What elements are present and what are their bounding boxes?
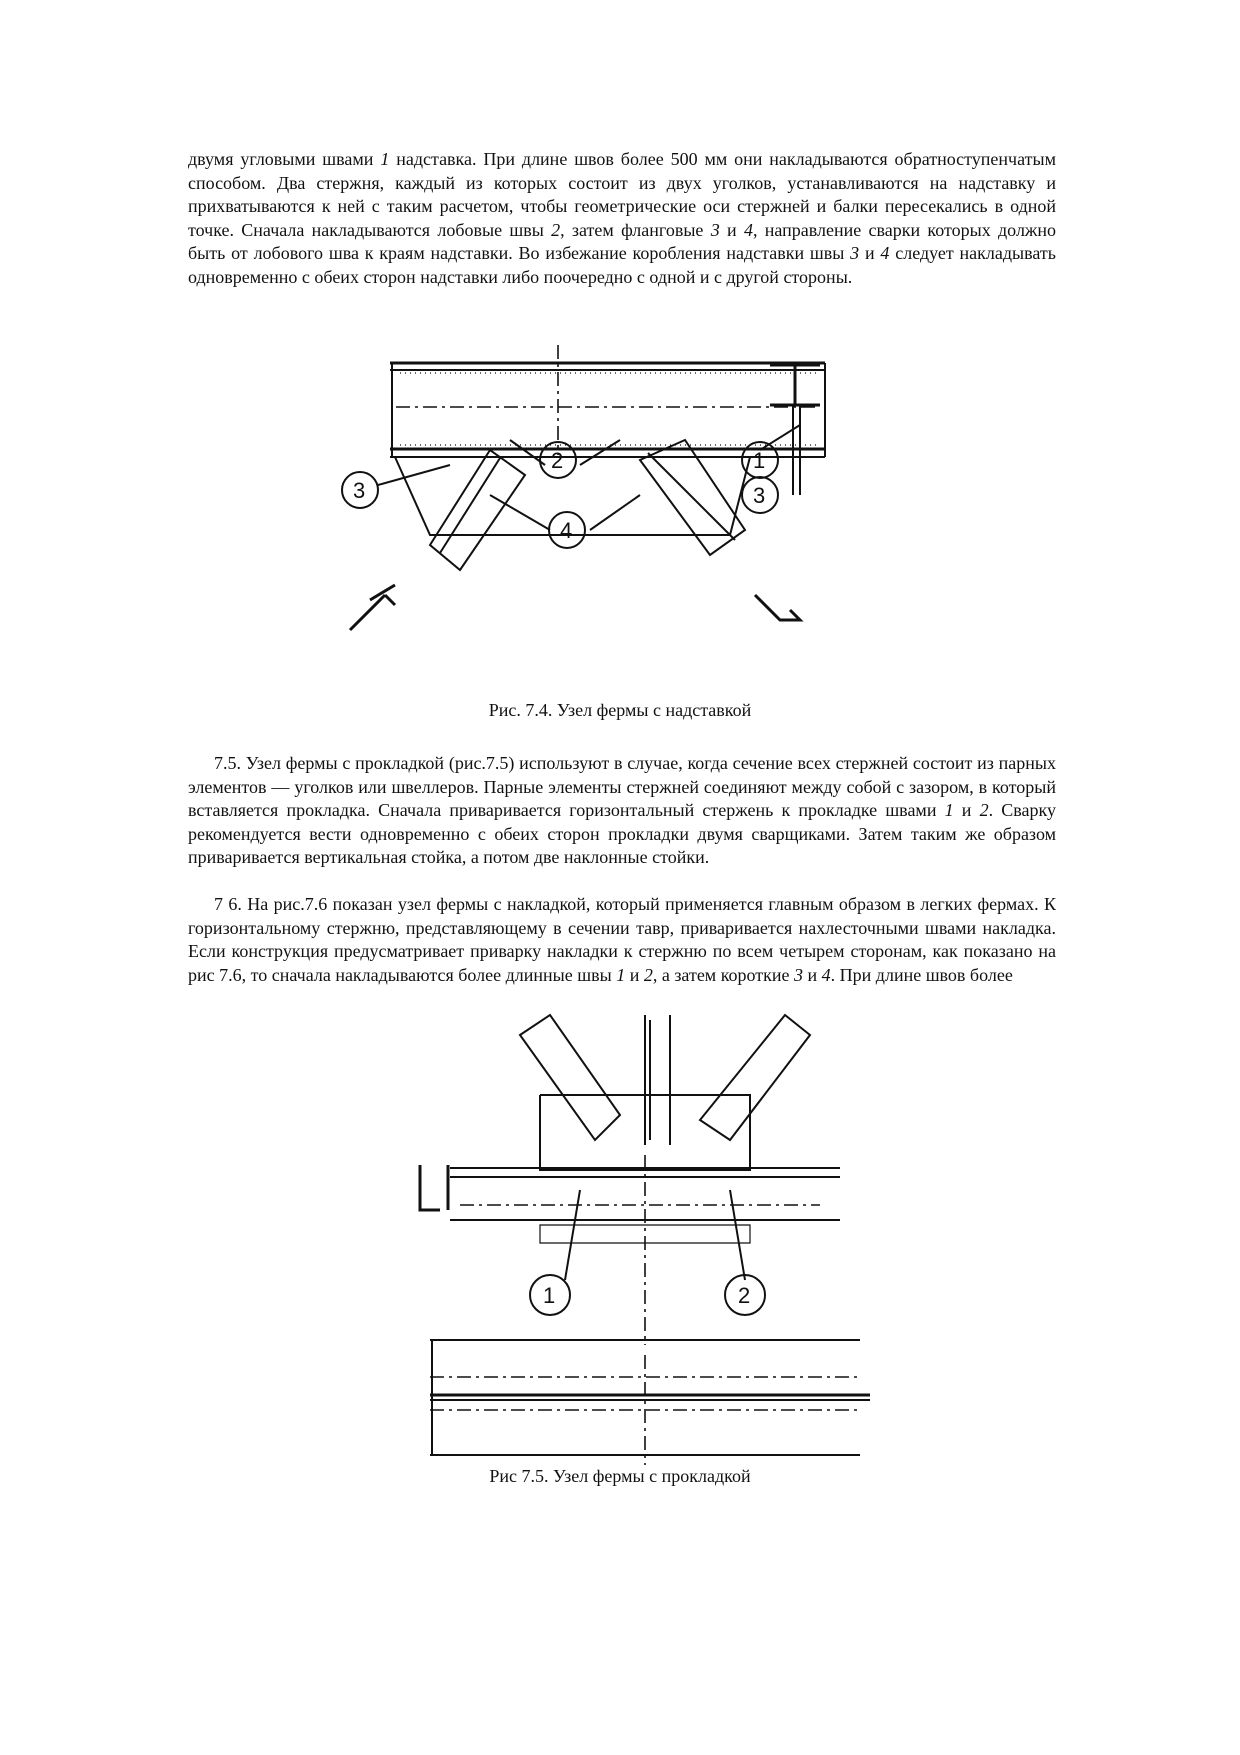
paragraph1-segment: и <box>719 219 744 240</box>
paragraph1-segment: следует накладывать одновременно с обеих сторон надставки либо поочередно с одной и с другой стороны. <box>188 243 1056 287</box>
paragraph-3 <box>188 893 1056 987</box>
paragraph-1-text <box>188 148 1056 289</box>
figure-7-5-label-2: 2 <box>738 1283 751 1308</box>
figure-7-5-drawing <box>400 1015 880 1465</box>
paragraph1-segment: 3 <box>710 219 720 240</box>
figure-7-5-label-1: 1 <box>543 1283 556 1308</box>
paragraph2-segment: . Сварку рекомендуется вести одновременно с обеих сторон прокладки двумя сварщиками. Затем таким же образом приваривается вертикальная стойка, а потом две наклонные стойки. <box>188 800 1057 867</box>
paragraph1-segment: 2 <box>551 219 561 240</box>
paragraph3-segment: . При длине швов более <box>830 964 1013 985</box>
paragraph1-segment: , направление сварки которых должно быть от лобового шва к краям надставки. Во избежание коробления надставки швы <box>188 219 1057 263</box>
paragraph-1 <box>188 148 1056 289</box>
paragraph2-segment: и <box>953 800 980 820</box>
figure-7-4-label-3-right: 3 <box>753 483 766 508</box>
paragraph2-segment: 2 <box>979 800 989 820</box>
paragraph3-segment: и <box>803 964 822 985</box>
paragraph3-segment: 3 <box>794 964 804 985</box>
paragraph1-segment: 4 <box>743 219 753 240</box>
paragraph2-segment: 1 <box>944 800 954 820</box>
paragraph1-segment: надставка. При длине швов более 500 мм они накладываются обратноступенчатым способом. Два стержня, каждый из которых состоит из двух уголков, устанавливаются на надставку и прихватываются к ней с таким расчетом, чтобы геометрические оси стержней и балки пересекались в одной точке. Сначала накладываются лобовые швы <box>188 149 1056 240</box>
figure-7-4-label-1: 1 <box>753 448 766 473</box>
paragraph3-segment: 1 <box>616 964 626 985</box>
paragraph3-segment: 4 <box>821 964 831 985</box>
paragraph1-segment: 4 <box>880 243 890 263</box>
figure-7-4-label-2: 2 <box>551 448 564 473</box>
figure-7-4-label-3-left: 3 <box>353 478 366 503</box>
paragraph-2 <box>188 752 1056 870</box>
paragraph1-segment: двумя угловыми швами <box>188 149 381 169</box>
paragraph3-segment: 2 <box>643 964 653 985</box>
paragraph3-segment: и <box>625 964 644 985</box>
paragraph3-segment: 7 6. На рис.7.6 показан узел фермы с накладкой, который применяется главным образом в легких фермах. К горизонтальному стержню, представляющему в сечении тавр, приваривается нахлесточными швами накладка. Если конструкция предусматривает приварку накладки к стержню по всем четырем сторонам, как показано на рис 7.6, то сначала накладываются более длинные швы <box>188 894 1056 985</box>
paragraph1-segment: 1 <box>380 149 390 169</box>
figure-7-5-caption: Рис 7.5. Узел фермы с прокладкой <box>489 1466 751 1486</box>
paragraph1-segment: и <box>859 243 881 263</box>
paragraph-3-text <box>188 893 1056 987</box>
paragraph3-segment: , а затем короткие <box>652 964 795 985</box>
paragraph-2-text <box>188 752 1056 870</box>
paragraph2-segment: 7.5. Узел фермы с прокладкой (рис.7.5) используют в случае, когда сечение всех стержней состоит из парных элементов — уголков или швеллеров. Парные элементы стержней соединяют между собой с зазором, в который вставляется прокладка. Сначала приваривается горизонтальный стержень к прокладке швами <box>188 753 1056 820</box>
paragraph1-segment: 3 <box>850 243 860 263</box>
paragraph1-segment: , затем фланговые <box>560 219 711 240</box>
figure-7-4-caption: Рис. 7.4. Узел фермы с надставкой <box>488 700 752 720</box>
figure-7-4-drawing <box>340 345 920 665</box>
figure-7-4-label-4: 4 <box>560 518 573 543</box>
